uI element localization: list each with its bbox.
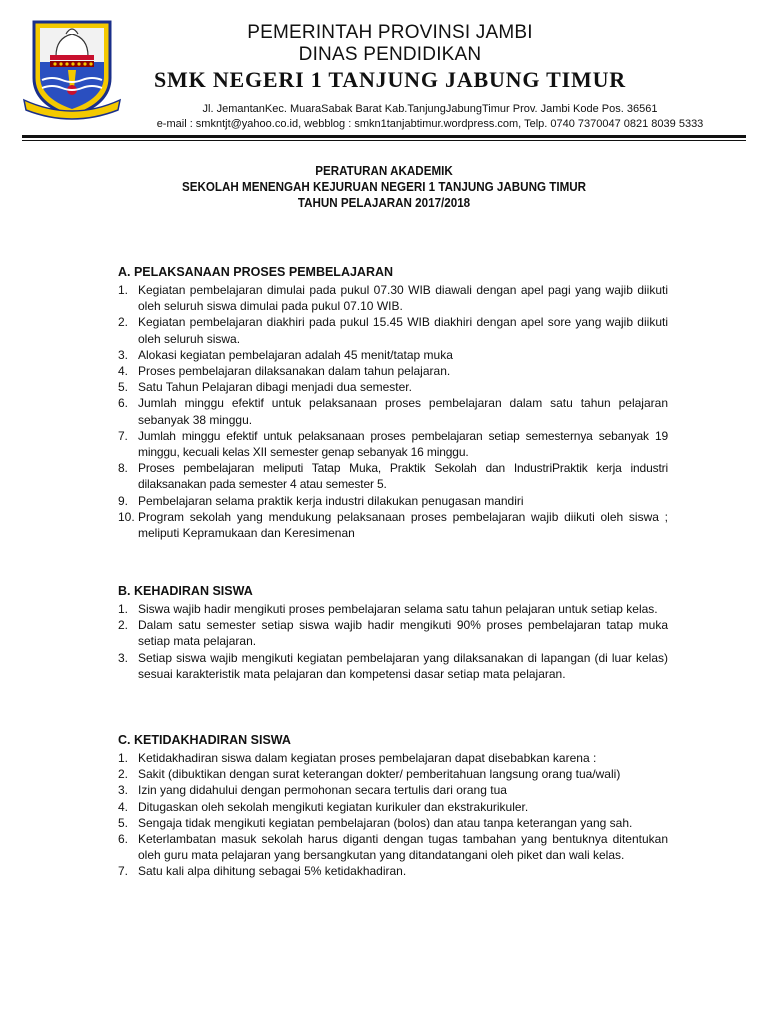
section-c — [118, 730, 668, 880]
list-item: 1. Siswa wajib hadir mengikuti proses pembelajaran selama satu tahun pelajaran untuk setiap kelas. — [118, 602, 658, 616]
list-item: 3. Izin yang didahului dengan permohonan secara tertulis dari orang tua — [118, 783, 507, 798]
list-item: 3. Setiap siswa wajib mengikuti kegiatan pembelajaran yang dilaksanakan di lapangan (di luar kelas) sesuai karakteristik mata pelajaran dan kompetensi dasar setiap mata pelajaran. — [118, 650, 668, 681]
section-heading: A. PELAKSANAAN PROSES PEMBELAJARAN — [118, 265, 394, 279]
school-name: SMK NEGERI 1 TANJUNG JABUNG TIMUR — [154, 67, 626, 92]
government-name: PEMERINTAH PROVINSI JAMBI — [247, 22, 533, 43]
section-heading: C. KETIDAKHADIRAN SISWA — [118, 733, 291, 747]
list-item: 5. Sengaja tidak mengikuti kegiatan pembelajaran (bolos) dan atau tanpa keterangan yang sah. — [118, 815, 633, 830]
letterhead — [0, 0, 768, 140]
list-item: 6. Jumlah minggu efektif untuk pelaksanaan proses pembelajaran dalam satu tahun pelajaran sebanyak 38 minggu. — [118, 396, 668, 427]
section-list — [118, 601, 668, 682]
list-item: 1. Kegiatan pembelajaran dimulai pada pukul 07.30 WIB diawali dengan apel pagi yang wajib diikuti oleh seluruh siswa dimulai pada pukul 07.10 WIB. — [118, 283, 668, 314]
list-item: 2. Sakit (dibuktikan dengan surat keterangan dokter/ pemberitahuan langsung orang tua/wali) — [118, 767, 621, 782]
school-contact: e-mail : smkntjt@yahoo.co.id, webblog : smkn1tanjabtimur.wordpress.com, Telp. 0740 7370047 0821 8039 5333 — [156, 118, 704, 130]
list-item: 7. Satu kali alpa dihitung sebagai 5% ketidakhadiran. — [118, 864, 407, 879]
section-heading: B. KEHADIRAN SISWA — [118, 584, 253, 598]
academic-year: TAHUN PELAJARAN 2017/2018 — [297, 196, 471, 210]
header-divider-thick — [22, 135, 746, 138]
list-item: 8. Proses pembelajaran meliputi Tatap Muka, Praktik Sekolah dan IndustriPraktik kerja industri dilaksanakan pada semester 4 atau semester 5. — [118, 461, 668, 492]
list-item: 1. Ketidakhadiran siswa dalam kegiatan proses pembelajaran dapat disebabkan karena : — [118, 751, 597, 765]
section-list — [118, 750, 668, 880]
section-list — [118, 282, 668, 541]
list-item: 4. Proses pembelajaran dilaksanakan dalam tahun pelajaran. — [118, 364, 451, 379]
list-item: 3. Alokasi kegiatan pembelajaran adalah 45 menit/tatap muka — [118, 347, 453, 362]
document-subtitle: SEKOLAH MENENGAH KEJURUAN NEGERI 1 TANJUNG JABUNG TIMUR — [181, 180, 587, 194]
section-b — [118, 581, 668, 682]
list-item: 2. Kegiatan pembelajaran diakhiri pada pukul 15.45 WIB diakhiri dengan apel sore yang wajib diikuti oleh seluruh siswa. — [118, 315, 668, 346]
list-item: 6. Keterlambatan masuk sekolah harus diganti dengan tugas tambahan yang bentuknya ditentukan oleh guru mata pelajaran yang bersangkutan yang ditandatangani oleh piket dan wali kelas. — [118, 832, 668, 863]
list-item: 9. Pembelajaran selama praktik kerja industri dilakukan penugasan mandiri — [118, 493, 524, 508]
document-title: PERATURAN AKADEMIK — [315, 164, 453, 178]
list-item: 4. Ditugaskan oleh sekolah mengikuti kegiatan kurikuler dan ekstrakurikuler. — [118, 799, 529, 814]
school-address: Jl. JemantanKec. MuaraSabak Barat Kab.TanjungJabungTimur Prov. Jambi Kode Pos. 36561 — [202, 103, 658, 115]
list-item: 2. Dalam satu semester setiap siswa wajib hadir mengikuti 90% proses pembelajaran tatap muka setiap mata pelajaran. — [118, 618, 668, 649]
section-a — [118, 262, 668, 541]
list-item: 5. Satu Tahun Pelajaran dibagi menjadi dua semester. — [118, 380, 412, 395]
list-item: 10. Program sekolah yang mendukung pelaksanaan proses pembelajaran wajib diikuti oleh siswa ; meliputi Kepramukaan dan Keresimenan — [118, 509, 668, 541]
header-divider-thin — [22, 140, 746, 141]
list-item: 7. Jumlah minggu efektif untuk pelaksanaan proses pembelajaran setiap semesternya sebanyak 19 minggu, kecuali kelas XII semester genap sebanyak 16 minggu. — [118, 428, 668, 460]
department-name: DINAS PENDIDIKAN — [298, 44, 482, 65]
